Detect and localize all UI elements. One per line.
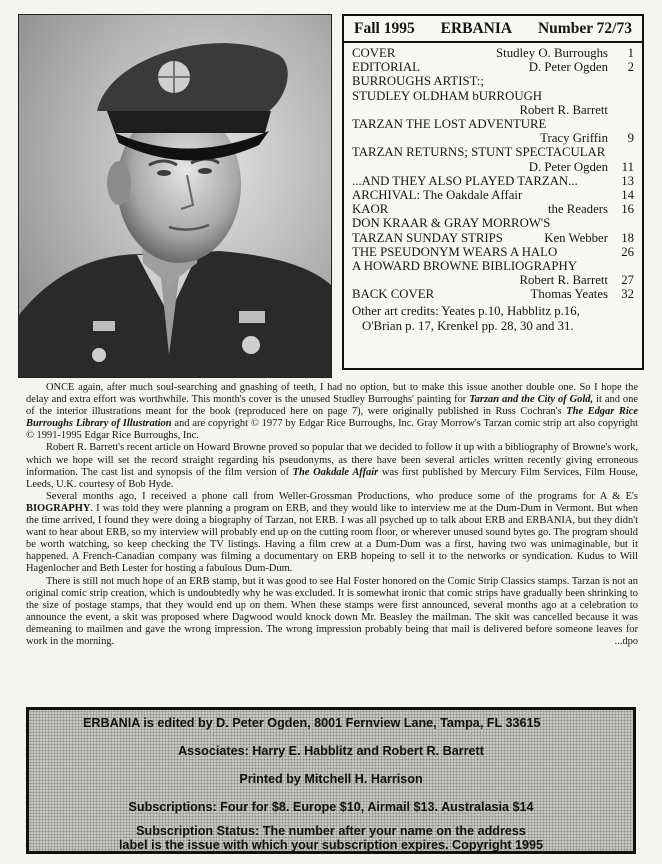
toc-author: D. Peter Ogden — [528, 60, 608, 75]
toc-page: 26 — [621, 244, 634, 259]
art-credits-line: Other art credits: Yeates p.10, Habblitz p.16, — [352, 303, 580, 318]
text-run: was first published by Mercury Film Services, Film House, Leeds, U.K. courtesy of Bob Hyde. — [26, 466, 638, 490]
toc-author — [557, 245, 614, 259]
toc-title: TARZAN THE LOST ADVENTURE — [352, 117, 547, 132]
subscription-status-line: label is the issue with which your subscription expires. Copyright 1995 — [118, 838, 544, 852]
art-credits-line: O'Brian p. 17, Krenkel pp. 28, 30 and 31. — [362, 318, 574, 333]
toc-author: Tracy Griffin — [540, 131, 608, 146]
toc-page: 2 — [627, 60, 634, 75]
toc-author — [605, 145, 614, 159]
toc-title: COVER — [352, 46, 396, 60]
toc-list — [352, 46, 634, 302]
subscription-status — [29, 824, 633, 852]
toc-title: DON KRAAR & GRAY MORROW'S — [352, 216, 551, 231]
toc-row — [352, 216, 634, 230]
toc-author — [550, 216, 614, 230]
editorial-paragraph — [26, 576, 638, 649]
toc-page: 13 — [621, 173, 634, 188]
toc-title: THE PSEUDONYM WEARS A HALO — [352, 244, 558, 259]
toc-title: ...AND THEY ALSO PLAYED TARZAN... — [352, 173, 578, 188]
toc-row — [352, 131, 634, 145]
toc-author: Ken Webber — [544, 230, 608, 245]
toc-row — [352, 46, 634, 60]
toc-title: TARZAN RETURNS; STUNT SPECTACULAR — [352, 145, 606, 160]
toc-page: 1 — [627, 46, 634, 60]
toc-page — [614, 117, 634, 131]
toc-page: 18 — [621, 230, 634, 245]
toc-page — [614, 145, 634, 159]
text-run: Robert R. Barrett's recent article on Howard Browne proved so popular that we decided to follow it up with a bibliography of Browne's work, which we hope will set the record straight regarding his pseudonyms, as there have been several articles written recently giving erroneous information. The cast list and synopsis of the film version of — [26, 442, 638, 478]
subscriptions-line: Subscriptions: Four for $8. Europe $10, Airmail $13. Australasia $14 — [128, 800, 534, 814]
toc-author — [542, 89, 614, 103]
program-title: BIOGRAPHY — [26, 502, 91, 514]
toc-row — [352, 103, 634, 117]
toc-author — [484, 74, 614, 88]
text-run: Several months ago, I received a phone call from Weller-Grossman Productions, who produce some of the programs for A & E's — [46, 490, 638, 502]
issue-season: Fall 1995 — [354, 20, 415, 37]
toc-row — [352, 245, 634, 259]
toc-page: 14 — [621, 188, 634, 203]
toc-title: TARZAN SUNDAY STRIPS — [352, 230, 503, 245]
toc-row — [352, 117, 634, 131]
toc-author — [578, 174, 614, 188]
toc-page: 16 — [621, 202, 634, 217]
cover-photo — [18, 14, 332, 378]
toc-row — [352, 60, 634, 74]
issue-number: Number 72/73 — [537, 20, 632, 37]
toc-author: the Readers — [547, 202, 608, 217]
toc-author — [546, 117, 614, 131]
text-run: . I was told they were planning a program on ERB, and they would like to interview me at the Dum-Dum in Vermont. But when the time arrived, I found they were doing a biography of Tarzan, not ERB. I was all psyched up to talk about ERB and ERBANIA, but they didn't want to hear about ERB, so my interview will probably end up on the cutting room floor, or wherever unused sound bytes go. The program should be worth watching, so keep checking the TV listings. Having a film crew at a Dum-Dum was a first, having two was unimaginable, but it happened. A French-Canadian company was filming a documentary on ERB hopeing to sell it to the networks or syndication. Kudus to Will Hagenlocher and Beth Lester for hosting a fabulous Dum-Dum. — [26, 502, 638, 575]
toc-row — [352, 273, 634, 287]
toc-page: 9 — [627, 131, 634, 146]
toc-author: Robert R. Barrett — [519, 102, 608, 117]
book-title: The Edgar Rice Burroughs Library of Illustration — [26, 406, 638, 430]
subscription-status-line: Subscription Status: The number after your name on the address — [136, 824, 526, 838]
toc-title: KAOR — [352, 202, 389, 217]
toc-row — [352, 89, 634, 103]
editorial-paragraph — [26, 442, 638, 490]
toc-author — [522, 188, 614, 202]
editorial-paragraph — [26, 382, 638, 442]
toc-page: 27 — [621, 273, 634, 288]
toc-row — [352, 145, 634, 159]
toc-title: EDITORIAL — [352, 60, 421, 75]
masthead-box — [26, 707, 636, 854]
editorial-paragraph — [26, 491, 638, 576]
toc-author: Robert R. Barrett — [519, 273, 608, 288]
magazine-title: ERBANIA — [440, 20, 513, 37]
toc-row — [352, 259, 634, 273]
toc-page: 32 — [621, 287, 634, 302]
toc-title: BURROUGHS ARTIST:; — [352, 74, 484, 89]
toc-title: A HOWARD BROWNE BIBLIOGRAPHY — [352, 259, 578, 274]
toc-page — [614, 103, 634, 117]
toc-row — [352, 174, 634, 188]
toc-author: Studley O. Burroughs — [496, 46, 608, 60]
toc-page — [614, 89, 634, 103]
toc-row — [352, 231, 634, 245]
editorial-text — [26, 382, 638, 648]
toc-title: ARCHIVAL: The Oakdale Affair — [352, 188, 523, 203]
toc-title: BACK COVER — [352, 287, 435, 302]
book-title: Tarzan and the City of Gold, — [469, 394, 594, 406]
film-title: The Oakdale Affair — [292, 466, 379, 478]
toc-author — [577, 259, 614, 273]
editor-line: ERBANIA is edited by D. Peter Ogden, 8001 Fernview Lane, Tampa, FL 33615 — [83, 716, 541, 730]
toc-row — [352, 202, 634, 216]
art-credits — [352, 304, 634, 334]
toc-header — [344, 20, 642, 43]
toc-page — [614, 259, 634, 273]
text-run: ONCE again, after much soul-searching and gnashing of teeth, I had no option, but to make this issue another double one. So I hope the delay and extra effort was worthwhile. This month's cover is the unused Studley Burroughs' painting for — [26, 382, 638, 406]
signature: ...dpo — [614, 635, 638, 647]
table-of-contents — [342, 14, 644, 370]
toc-author: Thomas Yeates — [530, 287, 608, 302]
text-run: and are copyright © 1977 by Edgar Rice Burroughs, Inc. Gray Morrow's Tarzan comic strip art also copyright © 1991-1995 Edgar Rice Burroughs, Inc. — [26, 418, 638, 442]
toc-page — [614, 216, 634, 230]
toc-title: STUDLEY OLDHAM bURROUGH — [352, 88, 543, 103]
toc-author: D. Peter Ogden — [528, 159, 608, 174]
toc-row — [352, 188, 634, 202]
text-run: There is still not much hope of an ERB stamp, but it was good to see Hal Foster honored on the Comic Strip Classics stamps. Tarzan is not an original comic strip creation, which is undoubtedly why he was excluded. It is somewhat ironic that comic strips have gradually been shrinking to the size of postage stamps, that they would end up on them. When these stamps were first announced, several months ago at a celebration to announce the event, a skit was proposed where Dagwood would knock down Mr. Beasley the mailman. The skit was cancelled because it was demeaning to mailmen and gave the wrong impression. The wrong impression probably being that mail is delivered before someone leaves for work in the morning. — [26, 575, 638, 647]
toc-page: 11 — [621, 159, 634, 174]
printer-line: Printed by Mitchell H. Harrison — [239, 772, 423, 786]
text-run: it and one of the interior illustrations meant for the book (reproduced here on page 7), were originally published in Russ Cochran's — [26, 394, 638, 418]
toc-row — [352, 160, 634, 174]
toc-row — [352, 74, 634, 88]
associates-line: Associates: Harry E. Habblitz and Robert R. Barrett — [178, 744, 484, 758]
toc-page — [614, 74, 634, 88]
toc-row — [352, 287, 634, 301]
